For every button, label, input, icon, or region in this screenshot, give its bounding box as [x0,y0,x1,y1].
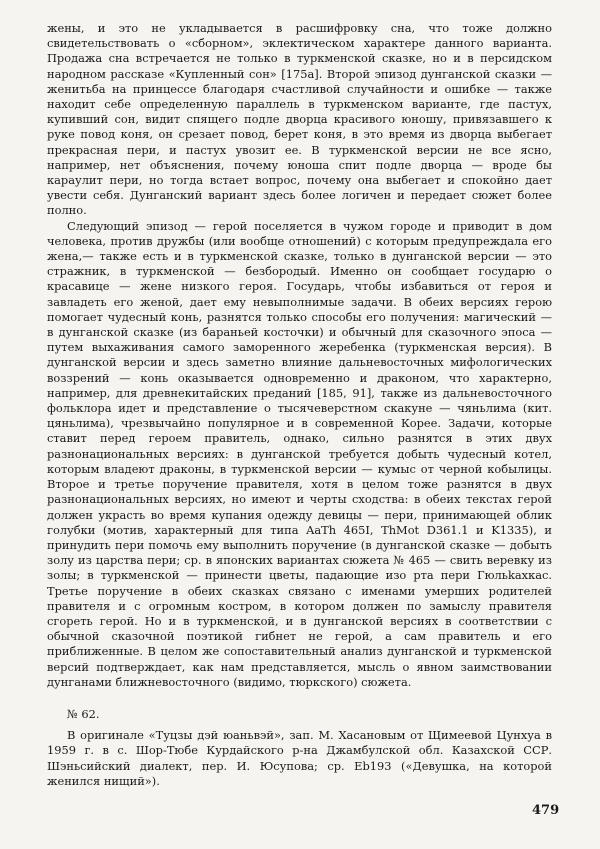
page-number: 479 [532,803,560,818]
note-text: В оригинале «Туцзы дэй юаньвэй», зап. М. Хасановым от Щимеевой Цунхуа в 1959 г. в с. Шор-Тюбе Курдайского р-на Джамбулской обл. Казахской ССР. Шэньсийский диалект, пер. И. Юсупова; ср. Eb193 («Девушка, на которой женился нищий»). [47,728,552,788]
note-number: № 62. [67,706,100,721]
page-body [47,21,552,789]
paragraph-2: Следующий эпизод — герой поселяется в чужом городе и приводит в дом человека, против дружбы (или вообще отношений) с которым предупреждала его жена,— также есть и в туркменской сказке, только в дунганской версии — это стражник, в туркменской — безбородый. Именно он сообщает государю о красавице — жене низкого героя. Государь, чтобы избавиться от героя и завладеть его женой, дает ему невыполнимые задачи. В обеих версиях герою помогает чудесный конь, разнятся только способы его получения: магический — в дунганской сказке (из бараньей косточки) и обычный для сказочного эпоса — путем выхаживания самого заморенного жеребенка (туркменская версия). В дунганской версии и здесь заметно влияние дальневосточных мифологических воззрений — конь оказывается одновременно и драконом, что характерно, например, для древнекитайских преданий [185, 91], также из дальневосточного фольклора идет и представление о тысячеверстном скакуне — чяньлима (кит. цяньлима), чрезвычайно популярное и в современной Корее. Задачи, которые ставит перед героем правитель, однако, сильно разнятся в этих двух разнонациональных версиях: в дунганской требуется добыть чудесный котел, которым владеют драконы, в туркменской версии — кумыс от черной кобылицы. Второе и третье поручение правителя, хотя в целом тоже разнятся в двух разнонациональных версиях, но имеют и черты сходства: в обеих текстах герой должен украсть во время купания одежду девицы — пери, принимающей облик голубки (мотив, характерный для типа AaTh 465I, ThMot D361.1 и K1335), и принудить пери помочь ему выполнить поручение (в дунганской сказке — добыть золу из царства пери; ср. в японских вариантах сюжета № 465 — свить веревку из золы; в туркменской — принести цветы, падающие изо рта пери Гюльkахкас. Третье поручение в обеих сказках связано с именами умерших родителей правителя и с огромным костром, в котором должен по замыслу правителя сгореть герой. Но и в туркменской, и в дунганской версиях в соответствии с обычной сказочной поэтикой гибнет не герой, а сам правитель и его приближенные. В целом же сопоставительный анализ дунганской и туркменской версий подтверждает, как нам представляется, мысль о явном заимствовании дунганами ближневосточного (видимо, тюркского) сюжета. [47,218,552,689]
paragraph-1: жены, и это не укладывается в расшифровку сна, что тоже должно свидетельствовать о «сборном», эклектическом характере данного варианта. Продажа сна встречается не только в туркменской сказке, но и в персидском народном рассказе «Купленный сон» [175а]. Второй эпизод дунганской сказки — женитьба на принцессе благодаря счастливой случайности и ошибке — также находит себе определенную параллель в туркменском варианте, где пастух, купивший сон, видит спящего подле дворца красивого юношу, привязавшего к руке повод коня, он срезает повод, берет коня, в это время из дворца выбегает прекрасная пери, и пастух увозит ее. В туркменской версии не все ясно, например, нет объяснения, почему юноша спит подле дворца — вроде бы караулит пери, но тогда встает вопрос, почему она выбегает и спокойно дает увести себя. Дунганский вариант здесь более логичен и передает сюжет более полно. [47,21,552,218]
